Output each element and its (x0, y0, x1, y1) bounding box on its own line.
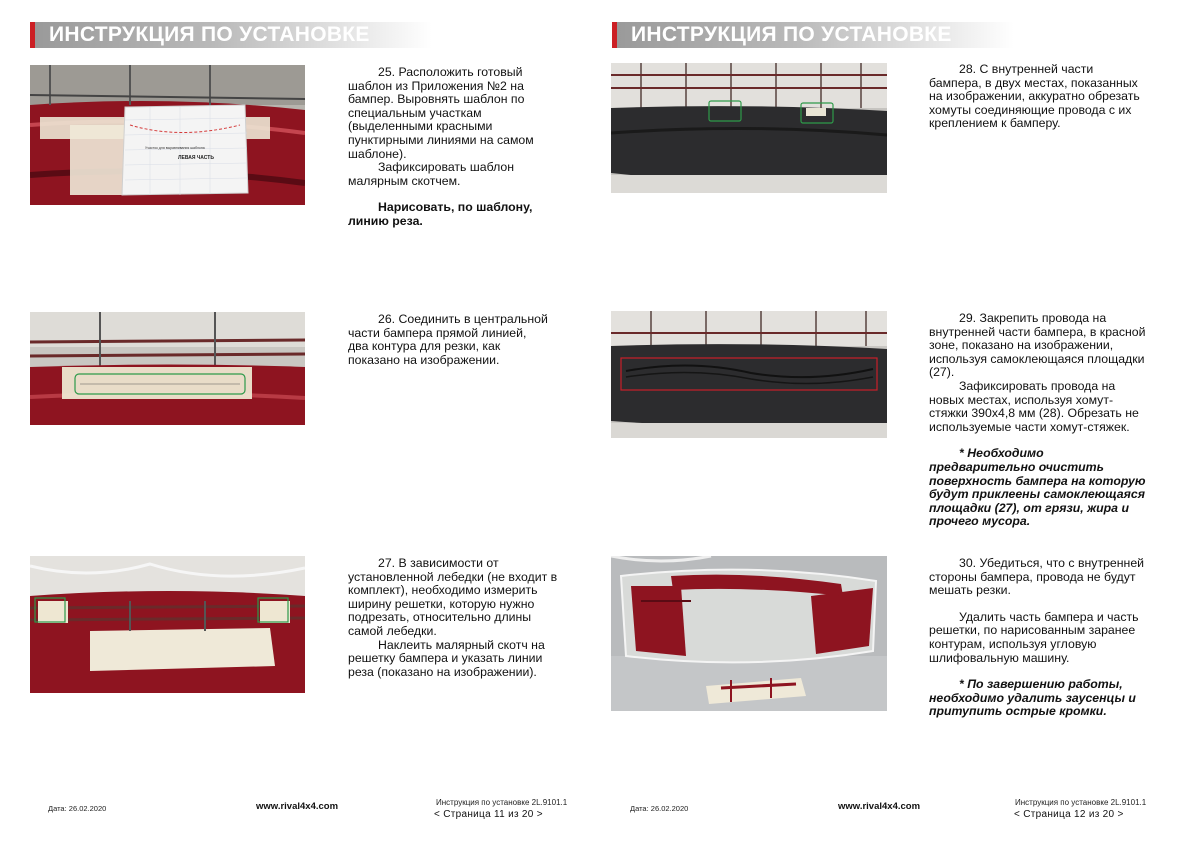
footer-doc-id: Инструкция по установке 2L.9101.1 (1015, 798, 1147, 807)
page-header (30, 22, 432, 48)
step-text: Удалить часть бампера и часть решетки, по нарисованным заранее контурам, используя угловую шлифовальную машину. (929, 609, 1139, 665)
footer-page-number: < Страница 11 из 20 > (434, 809, 543, 820)
template-label: ЛЕВАЯ ЧАСТЬ (178, 155, 214, 161)
step-text: 28. С внутренней части бампера, в двух местах, показанных на изображении, аккуратно обрезать хомуты соединяющие провода с их креплением к бамперу. (929, 62, 1140, 131)
step-28-text (929, 63, 1149, 131)
header-title: ИНСТРУКЦИЯ ПО УСТАНОВКЕ (631, 23, 952, 46)
footer-date: Дата: 26.02.2020 (48, 804, 107, 813)
step-note: * По завершению работы, необходимо удалить заусенцы и притупить острые кромки. (929, 677, 1136, 719)
step-text: 30. Убедиться, что с внутренней стороны бампера, провода не будут мешать резки. (929, 556, 1145, 598)
step-text: Наклеить малярный скотч на решетку бампера и указать линии реза (показано на изображении). (348, 637, 545, 679)
footer-page-number: < Страница 12 из 20 > (1014, 809, 1124, 820)
step-29-photo (611, 311, 887, 438)
template-note: Участок для выравнивания шаблона (145, 146, 205, 150)
step-29-text (929, 312, 1147, 529)
header-title: ИНСТРУКЦИЯ ПО УСТАНОВКЕ (49, 23, 370, 46)
step-30-text (929, 557, 1147, 719)
step-26-photo (30, 312, 305, 425)
step-text: Зафиксировать шаблон малярным скотчем. (348, 160, 515, 188)
footer-doc-id: Инструкция по установке 2L.9101.1 (436, 798, 568, 807)
step-note: * Необходимо предварительно очистить поверхность бампера на которую будут приклеены самоклеющаяся площадки (27), от грязи, жира и прочего мусора. (929, 446, 1146, 529)
step-bold-text: Нарисовать, по шаблону, линию реза. (348, 200, 533, 228)
step-text: Зафиксировать провода на новых местах, используя хомут-стяжки 390х4,8 мм (28). Обрезать не используемые части хомут-стяжек. (929, 378, 1139, 434)
footer-site-link[interactable]: www.rival4x4.com (256, 801, 339, 812)
step-text: 25. Расположить готовый шаблон из Приложения №2 на бампер. Выровнять шаблон по специальным участкам (выделенными красными пунктирными линиями на самом шаблоне). (348, 65, 534, 161)
step-text: 29. Закрепить провода на внутренней части бампера, в красной зоне, показано на изображении, используя самоклеющаяся площадки (27). (929, 311, 1146, 380)
step-28-photo (611, 63, 887, 193)
step-text: 27. В зависимости от установленной лебедки (не входит в комплект), необходимо измерить ширину решетки, которую нужно подрезать, относительно длины самой лебедки. (348, 556, 558, 638)
step-25-photo (30, 65, 305, 205)
step-25-text (348, 66, 548, 229)
step-30-photo (611, 556, 887, 711)
page-header (612, 22, 1014, 48)
footer-date: Дата: 26.02.2020 (630, 804, 689, 813)
step-text: 26. Соединить в центральной части бампера прямой линией, два контура для резки, как показано на изображении. (348, 312, 548, 367)
step-27-text (348, 557, 558, 679)
step-26-text (348, 313, 548, 367)
step-27-photo (30, 556, 305, 693)
footer-site-link[interactable]: www.rival4x4.com (838, 801, 921, 812)
right-page (582, 0, 1182, 848)
